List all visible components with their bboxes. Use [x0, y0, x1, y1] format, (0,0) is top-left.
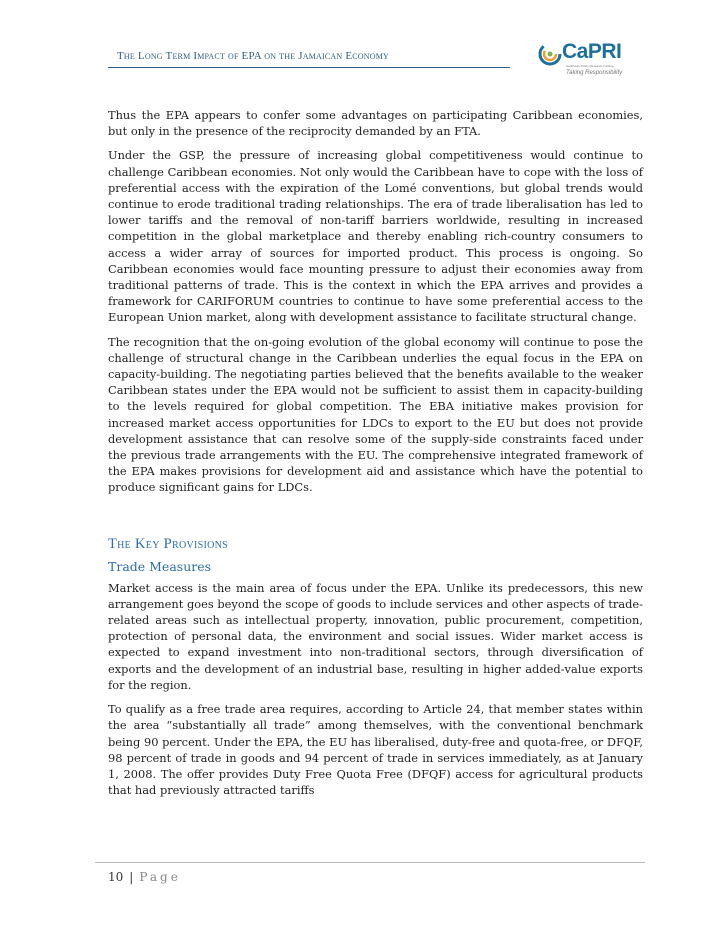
section-paragraph-1: Market access is the main area of focus under the EPA. Unlike its predecessors, this new arrangement goes beyond the scope of goods to include services and other aspects of trade-related areas such as intellectual property, innovation, public procurement, competition, protection of personal data, the environment and social issues. Wider market access is expected to expand investment into non-traditional sectors, through diversification of exports and the development of an industrial base, resulting in higher added-value exports for the region. — [108, 580, 643, 692]
header-divider — [108, 67, 510, 68]
body-paragraph-2: Under the GSP, the pressure of increasing global competitiveness would continue to challenge Caribbean economies. Not only would the Caribbean have to cope with the loss of preferential access with the expiration of the Lomé conventions, but global trends would continue to erode traditional trading relationships. The era of trade liberalisation has led to lower tariffs and the removal of non-tariff barriers worldwide, resulting in increased competition in the global marketplace and thereby enabling rich-country consumers to access a wider array of sources for imported product. This process is ongoing. So Caribbean economies would face mounting pressure to adjust their economies away from traditional patterns of trade. This is the context in which the EPA arrives and provides a framework for CARIFORUM countries to continue to have some preferential access to the European Union market, along with development assistance to facilitate structural change. — [108, 148, 643, 325]
logo-subtext: Caribbean Policy Research Institute — [566, 64, 614, 68]
body-paragraph-3: The recognition that the on-going evolution of the global economy will continue to pose the challenge of structural change in the Caribbean underlies the equal focus in the EPA on capacity-building. The negotiating parties believed that the benefits available to the weaker Caribbean states under the EPA would not be sufficient to assist them in capacity-building to the levels required for global competition. The EBA initiative makes provision for increased market access opportunities for LDCs to export to the EU but does not provide development assistance that can resolve some of the supply-side constraints faced under the previous trade arrangements with the EU. The comprehensive integrated framework of the EPA makes provisions for development aid and assistance which have the potential to produce significant gains for LDCs. — [108, 334, 643, 495]
section-paragraph-2: To qualify as a free trade area requires, according to Article 24, that member states within the area “substantially all trade” among themselves, with the conventional benchmark being 90 percent. Under the EPA, the EU has liberalised, duty-free and quota-free, or DFQF, 98 percent of trade in goods and 94 percent of trade in services immediately, as at January 1, 2008. The offer provides Duty Free Quota Free (DFQF) access for agricultural products that had previously attracted tariffs — [108, 702, 643, 798]
logo-swirl-icon — [536, 40, 564, 68]
page-label: Page — [139, 870, 181, 884]
page-number: 10 — [108, 870, 124, 884]
logo-tagline: Taking Responsibility — [566, 70, 623, 76]
footer-separator: | — [129, 870, 134, 884]
page-content — [108, 107, 643, 806]
logo-wordmark: CaPRI — [562, 40, 622, 63]
section-heading-key-provisions: The Key Provisions — [108, 535, 229, 552]
footer-divider — [95, 862, 645, 863]
body-paragraph-1: Thus the EPA appears to confer some advantages on participating Caribbean economies, but only in the presence of the reciprocity demanded by an FTA. — [108, 108, 643, 139]
running-header-title: The Long Term Impact of EPA on the Jamaican Economy — [117, 50, 390, 62]
page-footer — [108, 870, 181, 884]
subheading-trade-measures: Trade Measures — [108, 558, 212, 574]
capri-logo — [536, 38, 626, 84]
